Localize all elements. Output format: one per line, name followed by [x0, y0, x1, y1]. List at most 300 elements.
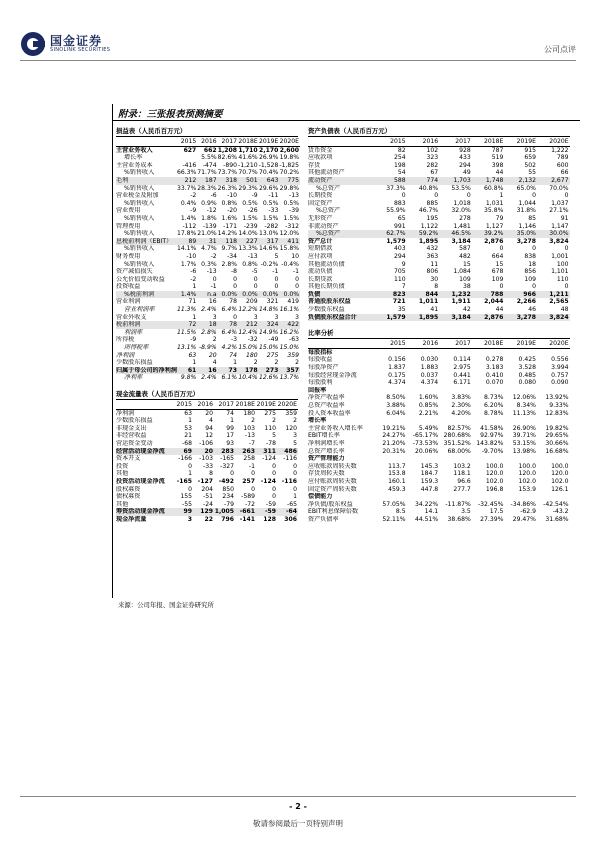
value-cell: 153.9 — [518, 485, 536, 493]
value-cell: 5.49% — [418, 424, 439, 432]
value-cell: 6.171 — [453, 379, 471, 387]
value-cell: 120.0 — [485, 470, 504, 478]
value-cell: -1 — [248, 462, 255, 470]
value-cell: 0 — [532, 283, 536, 291]
value-cell: 11.3% — [176, 306, 197, 314]
value-cell: -11 — [268, 192, 279, 200]
logo-text-cn: 国金证券 — [50, 34, 103, 48]
value-cell: 155 — [180, 493, 192, 501]
table-row — [308, 200, 570, 208]
value-cell: 519 — [491, 154, 504, 162]
year-header-cell: 2016 — [407, 340, 440, 348]
table-row — [116, 352, 300, 360]
value-cell: -106 — [199, 439, 213, 447]
value-cell: 109 — [491, 275, 504, 283]
row-label: 非经营收益 — [116, 432, 147, 440]
value-cell: -12 — [206, 207, 217, 215]
year-header-cell: 2018E — [238, 138, 258, 145]
value-cell: -171 — [223, 222, 238, 230]
value-cell: 0 — [233, 275, 238, 283]
value-cell: 883 — [393, 199, 406, 207]
value-cell: 31.68% — [545, 515, 569, 523]
value-cell: 14.9% — [258, 328, 279, 336]
row-label: %总资产 — [316, 207, 341, 215]
value-cell: 1,037 — [551, 199, 569, 207]
value-cell: 1,084 — [453, 268, 471, 276]
year-header-cell: 2020E — [537, 138, 570, 146]
row-label: 其他流动负债 — [308, 260, 345, 268]
value-cell: -26 — [247, 207, 258, 215]
table-row — [116, 261, 300, 269]
year-header-blank — [116, 401, 172, 409]
value-cell: 0 — [293, 485, 297, 493]
row-label: 投资 — [116, 462, 129, 470]
value-cell: -0.4% — [281, 260, 299, 268]
value-cell: 850 — [222, 485, 234, 493]
row-label: 总资产收益率 — [308, 402, 345, 409]
value-cell: 0 — [532, 192, 536, 200]
value-cell: 4 — [209, 417, 213, 425]
value-cell: -55 — [182, 500, 192, 508]
value-cell: 20.31% — [382, 447, 406, 455]
value-cell: 68.00% — [447, 447, 471, 455]
value-cell: -32.45% — [477, 500, 504, 508]
value-cell: -661 — [235, 508, 256, 516]
value-cell: 1.5% — [242, 214, 258, 222]
value-cell: 65 — [397, 214, 406, 222]
value-cell: 0.410 — [485, 371, 504, 379]
row-label: 经营活动现金净流 — [116, 448, 172, 456]
table-row — [116, 200, 300, 208]
row-label: 投资活动现金净流 — [116, 477, 165, 485]
value-cell: 1,211 — [537, 291, 570, 299]
value-cell: 110 — [264, 424, 276, 432]
table-row — [116, 185, 300, 193]
value-cell: 9.33% — [549, 402, 569, 409]
value-cell: -1 — [292, 268, 299, 276]
table-row — [116, 486, 298, 494]
value-cell: 0.175 — [388, 371, 406, 379]
value-cell: 1 — [233, 359, 238, 367]
value-cell — [407, 348, 440, 356]
value-cell: 0 — [564, 245, 569, 253]
value-cell: -9.70% — [481, 447, 504, 455]
value-cell: 13.0% — [258, 230, 279, 238]
row-label: 增长率 — [308, 417, 327, 425]
value-cell: 22 — [204, 515, 213, 523]
table-row — [116, 154, 300, 162]
value-cell: 12.4% — [238, 328, 258, 336]
row-label: 负债股东权益合计 — [308, 314, 374, 322]
section-spacer — [116, 382, 298, 390]
value-cell: -34.86% — [510, 500, 536, 508]
ratio-analysis-table — [308, 340, 570, 523]
value-cell: 0 — [188, 485, 192, 493]
value-cell: 3,824 — [549, 237, 569, 245]
value-cell: 12.0% — [279, 230, 299, 238]
appendix-frame-left — [112, 104, 113, 598]
value-cell: 1 — [188, 470, 192, 478]
row-label: 流动负债 — [308, 268, 333, 276]
value-cell: 501 — [238, 177, 259, 185]
value-cell: 178 — [238, 367, 259, 375]
value-cell: 1.837 — [388, 364, 406, 372]
table-row — [116, 298, 300, 306]
value-cell: 102.0 — [518, 477, 536, 485]
value-cell: -1 — [210, 283, 217, 291]
value-cell: 33.7% — [176, 184, 197, 192]
value-cell: 94 — [205, 424, 213, 432]
table-row — [308, 215, 570, 223]
row-label: 利润率 — [124, 328, 143, 336]
value-cell: 928 — [459, 146, 471, 154]
value-cell: 0.5% — [242, 199, 258, 207]
value-cell: 20 — [208, 351, 217, 359]
value-cell — [177, 154, 197, 162]
value-cell: 643 — [259, 177, 280, 185]
value-cell: 70.2% — [279, 169, 299, 177]
value-cell: 357 — [279, 367, 300, 375]
value-cell: -13 — [247, 252, 258, 260]
value-cell: 2 — [212, 336, 217, 344]
value-cell: 1 — [188, 417, 192, 425]
appendix-title-divider — [112, 120, 580, 121]
value-cell — [472, 417, 505, 425]
table-row — [308, 417, 570, 425]
table-row — [308, 425, 570, 433]
value-cell: 447.8 — [420, 485, 439, 493]
table-row — [116, 283, 300, 291]
value-cell: 3 — [274, 313, 279, 321]
value-cell: 1.5% — [283, 214, 299, 222]
value-cell: 3 — [253, 313, 258, 321]
value-cell: -34 — [227, 252, 238, 260]
row-label: 所得税率 — [124, 344, 149, 352]
value-cell: 2,876 — [472, 314, 505, 322]
value-cell: 96.6 — [457, 477, 471, 485]
value-cell: 775 — [279, 177, 300, 185]
value-cell: 482 — [459, 252, 471, 260]
value-cell: -43.2 — [552, 508, 569, 516]
value-cell — [504, 417, 537, 425]
value-cell: -39 — [289, 207, 299, 215]
value-cell: 0 — [293, 470, 297, 478]
value-cell: -32 — [247, 336, 258, 344]
year-header-row — [116, 138, 300, 146]
value-cell: 1.6% — [221, 214, 238, 222]
value-cell: 3.994 — [551, 364, 569, 372]
value-cell: 85 — [528, 214, 536, 222]
year-header-cell: 2018E — [472, 340, 505, 348]
value-cell: 258 — [243, 455, 255, 463]
value-cell: 4.374 — [388, 379, 406, 387]
value-cell: 1,018 — [453, 199, 471, 207]
table-row — [308, 245, 570, 253]
value-cell: n.a — [197, 291, 217, 299]
value-cell: 1 — [192, 283, 197, 291]
row-label: 投资收益 — [116, 283, 141, 291]
value-cell: 44 — [495, 306, 504, 314]
value-cell: 3,278 — [516, 237, 536, 245]
value-cell: 1,146 — [518, 222, 536, 230]
value-cell: 26.90% — [512, 424, 536, 432]
value-cell: -73.53% — [412, 439, 439, 447]
table-row — [308, 379, 570, 387]
table-row — [116, 367, 300, 375]
value-cell: 3.183 — [485, 364, 504, 372]
value-cell: 8.34% — [516, 402, 536, 409]
value-cell — [504, 387, 537, 395]
table-row — [116, 409, 298, 417]
value-cell: 419 — [287, 298, 299, 306]
value-cell: 41.6% — [238, 154, 258, 162]
row-label: %销售收入 — [124, 169, 155, 177]
value-cell — [407, 493, 440, 501]
value-cell: 774 — [407, 177, 440, 185]
value-cell: 38.68% — [447, 515, 471, 523]
value-cell: 3 — [212, 313, 217, 321]
value-cell: 0 — [564, 283, 569, 291]
value-cell: 2,132 — [504, 177, 537, 185]
value-cell: -0.2% — [260, 260, 279, 268]
value-cell: 705 — [393, 268, 406, 276]
value-cell: 0.9% — [201, 199, 217, 207]
value-cell: 13.1% — [176, 344, 197, 352]
ratio-title-underline — [308, 338, 570, 339]
value-cell: 180 — [246, 351, 258, 359]
row-label: 净资产收益率 — [308, 394, 345, 402]
value-cell — [374, 455, 407, 463]
row-label: 应收款项 — [308, 154, 333, 162]
year-header-cell: 2015 — [172, 401, 193, 409]
value-cell: 109 — [459, 275, 471, 283]
value-cell: 678 — [491, 268, 504, 276]
table-row — [308, 185, 570, 193]
value-cell — [407, 417, 440, 425]
year-header-blank — [308, 138, 374, 146]
value-cell: 21.0% — [197, 230, 217, 238]
value-cell: 17.8% — [176, 230, 197, 238]
value-cell: -239 — [243, 222, 258, 230]
value-cell: 31 — [197, 238, 217, 246]
row-label: 固定资产周转天数 — [308, 485, 357, 493]
value-cell: 6.04% — [386, 409, 406, 417]
value-cell: 55.9% — [386, 207, 406, 215]
table-row — [116, 359, 300, 367]
row-label: %销售收入 — [124, 230, 155, 238]
year-header-blank — [308, 340, 374, 348]
table-row — [308, 448, 570, 456]
year-header-cell: 2016 — [407, 138, 440, 146]
value-cell: 0 — [499, 245, 504, 253]
value-cell: -474 — [202, 161, 217, 169]
table-row — [308, 410, 570, 418]
row-label: 固定资产 — [308, 199, 333, 207]
value-cell: 57.05% — [382, 500, 406, 508]
value-cell: 433 — [459, 154, 471, 162]
value-cell: 74 — [226, 409, 234, 417]
value-cell: -65 — [287, 500, 297, 508]
value-cell: -65.17% — [412, 432, 439, 440]
value-cell — [374, 493, 407, 501]
value-cell: 311 — [256, 448, 277, 456]
value-cell: 0 — [274, 283, 279, 291]
row-label: 公允价值变动收益 — [116, 275, 165, 283]
value-cell: 323 — [426, 154, 439, 162]
value-cell: 110 — [393, 275, 406, 283]
row-label: 存货周转天数 — [308, 470, 345, 478]
value-cell: 118.1 — [453, 470, 471, 478]
table-row — [116, 508, 298, 516]
row-label: %销售收入 — [124, 214, 155, 222]
value-cell: -139 — [202, 222, 217, 230]
value-cell: 4.374 — [420, 379, 439, 387]
value-cell: 35.0% — [504, 230, 537, 238]
value-cell: 627 — [183, 146, 197, 154]
value-cell: 19.82% — [545, 424, 569, 432]
value-cell: 0.030 — [420, 356, 439, 364]
logo-text-en: SINOLINK SECURITIES — [50, 47, 111, 53]
value-cell: 99 — [172, 508, 193, 516]
value-cell: 0.757 — [551, 371, 569, 379]
value-cell: 29.65% — [545, 432, 569, 440]
value-cell: 3 — [187, 515, 192, 523]
table-row — [116, 329, 300, 337]
value-cell: 15.0% — [258, 344, 279, 352]
value-cell: 788 — [472, 291, 505, 299]
value-cell: 432 — [426, 245, 439, 253]
value-cell: -327 — [220, 462, 234, 470]
table-row — [308, 516, 570, 524]
value-cell: 1.7% — [180, 260, 197, 268]
value-cell: 0.5% — [262, 199, 279, 207]
value-cell: 11.13% — [512, 409, 536, 417]
table-row — [308, 508, 570, 516]
row-label: %销售收入 — [124, 245, 155, 253]
value-cell: 70.7% — [238, 169, 258, 177]
value-cell: 1,001 — [551, 252, 569, 260]
value-cell: 8.78% — [484, 409, 504, 417]
value-cell — [407, 455, 440, 463]
table-row — [116, 374, 300, 382]
row-label: 每股指标 — [308, 348, 333, 356]
value-cell: 844 — [407, 291, 440, 299]
table-row — [308, 455, 570, 463]
value-cell: 42 — [463, 306, 471, 314]
value-cell: 234 — [222, 493, 234, 501]
value-cell: 14.1 — [424, 508, 439, 516]
value-cell: 44.51% — [414, 515, 439, 523]
value-cell: 0 — [272, 462, 276, 470]
row-label: 息税前利润（EBIT） — [116, 238, 177, 246]
value-cell: -42.54% — [543, 500, 569, 508]
row-label: 每股经营现金净流 — [308, 371, 357, 379]
value-cell: 35 — [397, 306, 406, 314]
value-cell: 10 — [291, 252, 299, 260]
table-row — [308, 314, 570, 322]
value-cell: 4.7% — [201, 245, 217, 253]
value-cell — [439, 348, 472, 356]
table-row — [308, 298, 570, 306]
value-cell: 0.114 — [453, 356, 471, 364]
value-cell: 0 — [188, 462, 192, 470]
value-cell: 0.441 — [453, 371, 471, 379]
value-cell: 422 — [279, 321, 300, 329]
value-cell: 0.0% — [218, 291, 238, 299]
table-row — [308, 154, 570, 162]
value-cell: 2.4% — [201, 306, 217, 314]
value-cell: 275 — [264, 409, 276, 417]
value-cell: 198 — [393, 161, 406, 169]
table-row — [116, 276, 300, 284]
row-label: 归属于母公司的净利润 — [116, 366, 177, 374]
row-label: 资产管理能力 — [308, 455, 345, 463]
table-row — [116, 177, 300, 185]
value-cell: 14.2% — [217, 230, 238, 238]
table-row — [308, 486, 570, 494]
value-cell: 53.5% — [451, 184, 471, 192]
value-cell: 0.5% — [283, 199, 299, 207]
value-cell: 0.037 — [420, 371, 439, 379]
value-cell: 0 — [564, 192, 569, 200]
value-cell: 3.5 — [461, 508, 471, 516]
value-cell: -62.9 — [520, 508, 536, 516]
row-label: EBIT利息保障倍数 — [308, 508, 359, 516]
table-row — [308, 387, 570, 395]
value-cell: 0 — [230, 470, 234, 478]
row-label: 少数股东损益 — [116, 359, 153, 367]
value-cell: 102.0 — [551, 477, 569, 485]
value-cell: -1,210 — [238, 161, 258, 169]
year-header-row — [308, 138, 570, 146]
value-cell: 27.1% — [549, 207, 569, 215]
section-spacer — [308, 321, 570, 329]
value-cell: 128 — [263, 515, 276, 523]
value-cell: 321 — [266, 298, 279, 306]
value-cell: 3,184 — [439, 314, 472, 322]
value-cell: 46 — [528, 306, 536, 314]
value-cell: 1 — [192, 359, 197, 367]
table-row — [116, 432, 298, 440]
row-label: %销售收入 — [124, 184, 155, 192]
row-label: 普通股股东权益 — [308, 298, 351, 306]
value-cell: 100.0 — [518, 462, 536, 470]
value-cell: 46.7% — [418, 207, 439, 215]
year-header-cell: 2017 — [218, 138, 238, 146]
table-row — [308, 283, 570, 291]
value-cell: 1,748 — [472, 177, 505, 185]
value-cell — [374, 387, 407, 395]
year-header-row — [116, 401, 298, 409]
value-cell: 0 — [293, 462, 297, 470]
table-row — [308, 261, 570, 269]
value-cell: 278 — [459, 214, 471, 222]
value-cell: 29.8% — [279, 184, 299, 192]
cashflow-statement-table — [116, 401, 298, 524]
value-cell: 0 — [253, 283, 258, 291]
cashflow-title-underline — [116, 399, 298, 400]
value-cell: 787 — [491, 146, 504, 154]
value-cell: 78 — [229, 298, 238, 306]
value-cell: 0.0% — [259, 291, 280, 299]
value-cell: 18 — [528, 260, 536, 268]
table-row — [308, 306, 570, 314]
value-cell: 100.0 — [551, 462, 569, 470]
value-cell: -165 — [176, 477, 192, 485]
value-cell — [439, 387, 472, 395]
value-cell: 6.4% — [221, 328, 238, 336]
disclaimer-text: 敬请参阅最后一页特别声明 — [253, 819, 343, 828]
